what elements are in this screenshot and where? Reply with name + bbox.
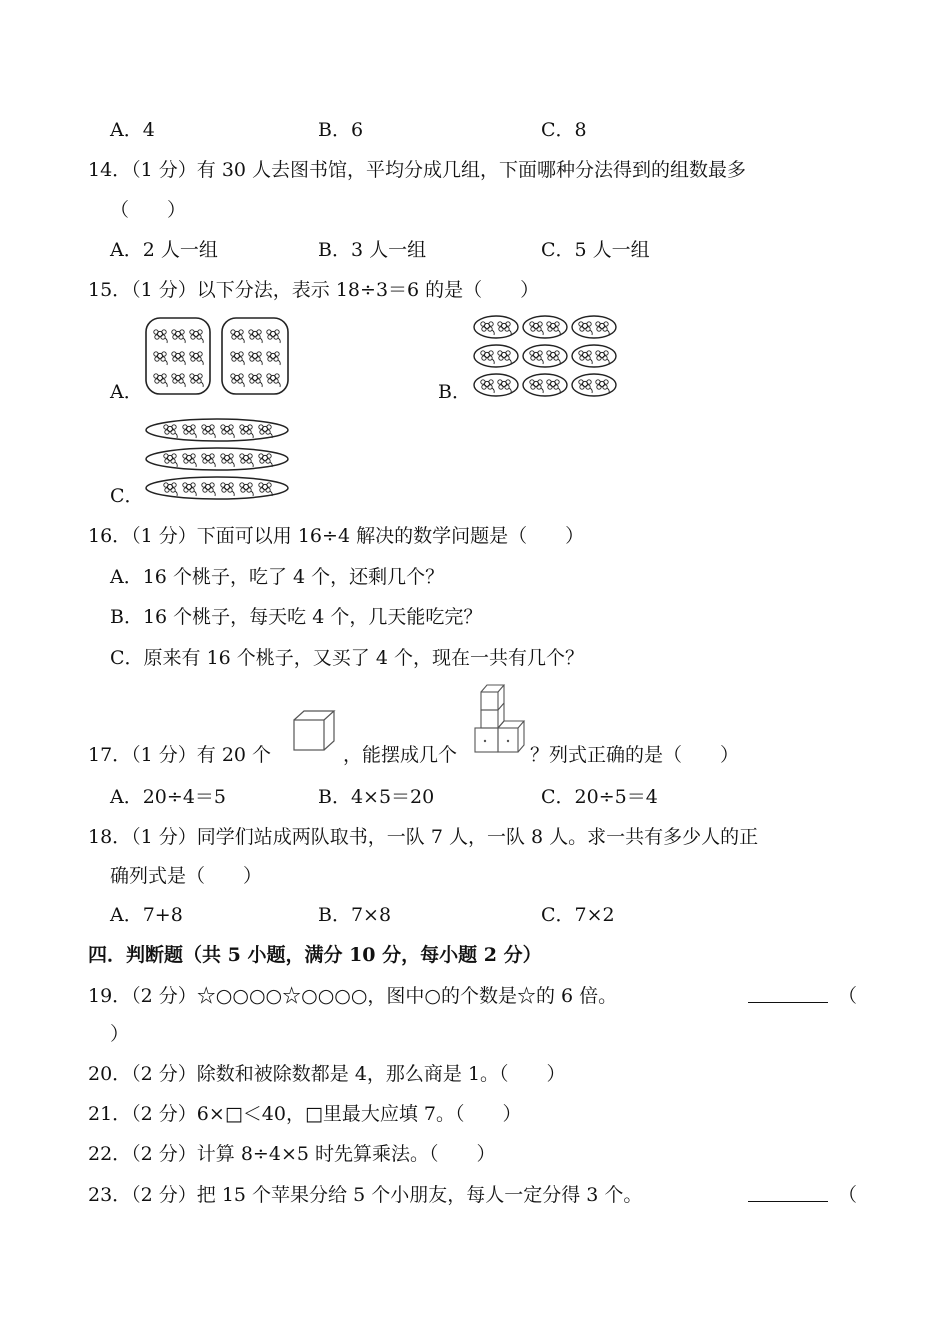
- q18-option-b: B．7×8: [318, 904, 392, 926]
- q14-paren: （ ）: [110, 199, 187, 221]
- q16-option-b: B．16 个桃子，每天吃 4 个，几天能吃完？: [110, 606, 483, 628]
- q16-stem: 16．（1 分）下面可以用 16÷4 解决的数学问题是（ ）: [88, 525, 585, 547]
- figure-b-nine-groups: [472, 314, 620, 400]
- q22-stem: 22．（2 分）计算 8÷4×5 时先算乘法。（ ）: [88, 1143, 496, 1165]
- q14-stem: 14．（1 分）有 30 人去图书馆，平均分成几组，下面哪种分法得到的组数最多: [88, 159, 747, 181]
- figure-c-three-groups: [144, 416, 292, 504]
- q14-option-b: B．3 人一组: [318, 239, 427, 261]
- single-cube-icon: [292, 708, 336, 756]
- q19-answer-blank[interactable]: [748, 984, 828, 1003]
- q18-stem-cont: 确列式是（ ）: [110, 865, 263, 887]
- q16-option-a: A．16 个桃子，吃了 4 个，还剩几个？: [110, 566, 445, 588]
- q14-option-c: C．5 人一组: [541, 239, 650, 261]
- section4-title: 四．判断题（共 5 小题，满分 10 分，每小题 2 分）: [88, 944, 542, 966]
- stacked-cubes-icon: [473, 682, 529, 758]
- q17-option-c: C．20÷5＝4: [541, 786, 658, 808]
- q17-stem-part-c: ？列式正确的是（ ）: [530, 744, 740, 766]
- q17-stem-part-b: ，能摆成几个: [343, 744, 458, 766]
- q13-option-b: B．6: [318, 119, 364, 141]
- q17-option-a: A．20÷4＝5: [110, 786, 226, 808]
- q15-option-c: C．: [110, 485, 144, 507]
- q18-stem: 18．（1 分）同学们站成两队取书，一队 7 人，一队 8 人。求一共有多少人的正: [88, 826, 759, 848]
- q15-option-a: A．: [110, 381, 143, 403]
- q15-stem: 15．（1 分）以下分法，表示 18÷3＝6 的是（ ）: [88, 279, 540, 301]
- q23-paren-open: （: [838, 1184, 858, 1206]
- q13-option-a: A．4: [110, 119, 155, 141]
- q13-option-c: C．8: [541, 119, 587, 141]
- q17-stem-part-a: 17．（1 分）有 20 个: [88, 744, 272, 766]
- q20-stem: 20．（2 分）除数和被除数都是 4，那么商是 1。（ ）: [88, 1063, 566, 1085]
- q18-option-c: C．7×2: [541, 904, 615, 926]
- q17-option-b: B．4×5＝20: [318, 786, 435, 808]
- q14-option-a: A．2 人一组: [110, 239, 218, 261]
- figure-a-two-groups: [144, 316, 294, 398]
- q19-stem: 19．（2 分）☆○○○○☆○○○○，图中○的个数是☆的 6 倍。: [88, 985, 618, 1007]
- q16-option-c: C．原来有 16 个桃子，又买了 4 个，现在一共有几个？: [110, 647, 584, 669]
- q15-option-b: B．: [438, 381, 471, 403]
- q23-answer-blank[interactable]: [748, 1183, 828, 1202]
- q19-paren-open: （: [838, 985, 858, 1007]
- q18-option-a: A．7+8: [110, 904, 183, 926]
- q23-stem: 23．（2 分）把 15 个苹果分给 5 个小朋友，每人一定分得 3 个。: [88, 1184, 643, 1206]
- q19-paren-close: ）: [110, 1023, 130, 1045]
- q21-stem: 21．（2 分）6×□＜40，□里最大应填 7。（ ）: [88, 1103, 522, 1125]
